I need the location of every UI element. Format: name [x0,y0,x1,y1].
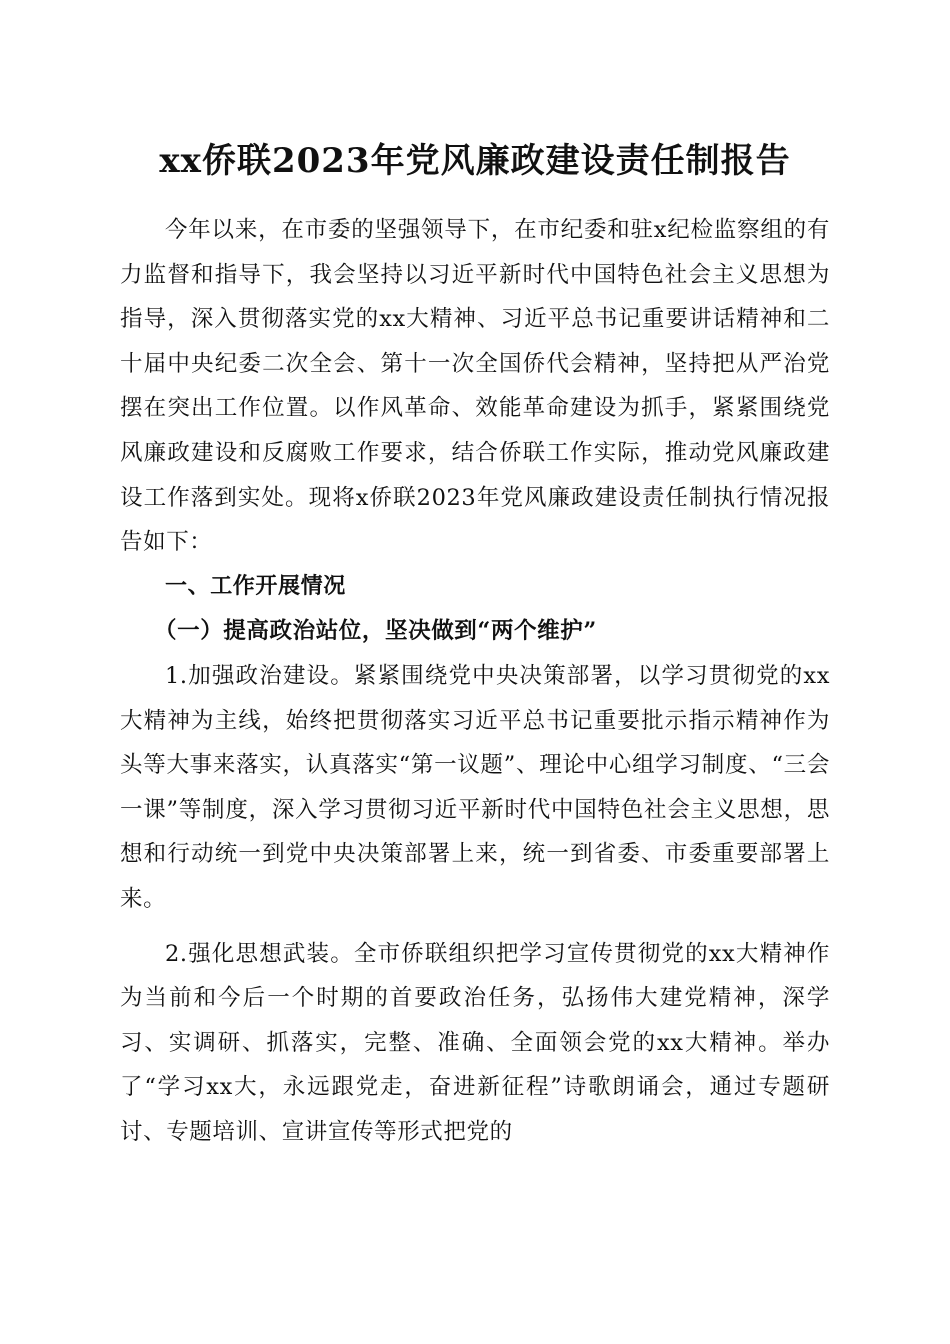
item-paragraph-2: 2.强化思想武装。全市侨联组织把学习宣传贯彻党的xx大精神作为当前和今后一个时期的首要政治任务，弘扬伟大建党精神，深学习、实调研、抓落实，完整、准确、全面领会党的xx大精神。举办了“学习xx大，永远跟党走，奋进新征程”诗歌朗诵会，通过专题研讨、专题培训、宣讲宣传等形式把党的 [120,940,830,1145]
paragraph-gap [120,922,830,932]
intro-paragraph: 今年以来，在市委的坚强领导下，在市纪委和驻x纪检监察组的有力监督和指导下，我会坚持以习近平新时代中国特色社会主义思想为指导，深入贯彻落实党的xx大精神、习近平总书记重要讲话精神和二十届中央纪委二次全会、第十一次全国侨代会精神，坚持把从严治党摆在突出工作位置。以作风革命、效能革命建设为抓手，紧紧围绕党风廉政建设和反腐败工作要求，结合侨联工作实际，推动党风廉政建设工作落到实处。现将x侨联2023年党风廉政建设责任制执行情况报告如下： [120,217,830,556]
document-title: xx侨联2023年党风廉政建设责任制报告 [159,141,791,181]
section-heading-1: 一、工作开展情况 [165,573,346,599]
item-paragraph-1: 1.加强政治建设。紧紧围绕党中央决策部署，以学习贯彻党的xx大精神为主线，始终把贯彻落实习近平总书记重要批示指示精神作为头等大事来落实，认真落实“第一议题”、理论中心组学习制度、“三会一课”等制度，深入学习贯彻习近平新时代中国特色社会主义思想，思想和行动统一到党中央决策部署上来，统一到省委、市委重要部署上来。 [120,662,830,912]
subsection-heading-1: （一）提高政治站位，坚决做到“两个维护” [154,618,597,645]
document-body [120,208,830,1154]
